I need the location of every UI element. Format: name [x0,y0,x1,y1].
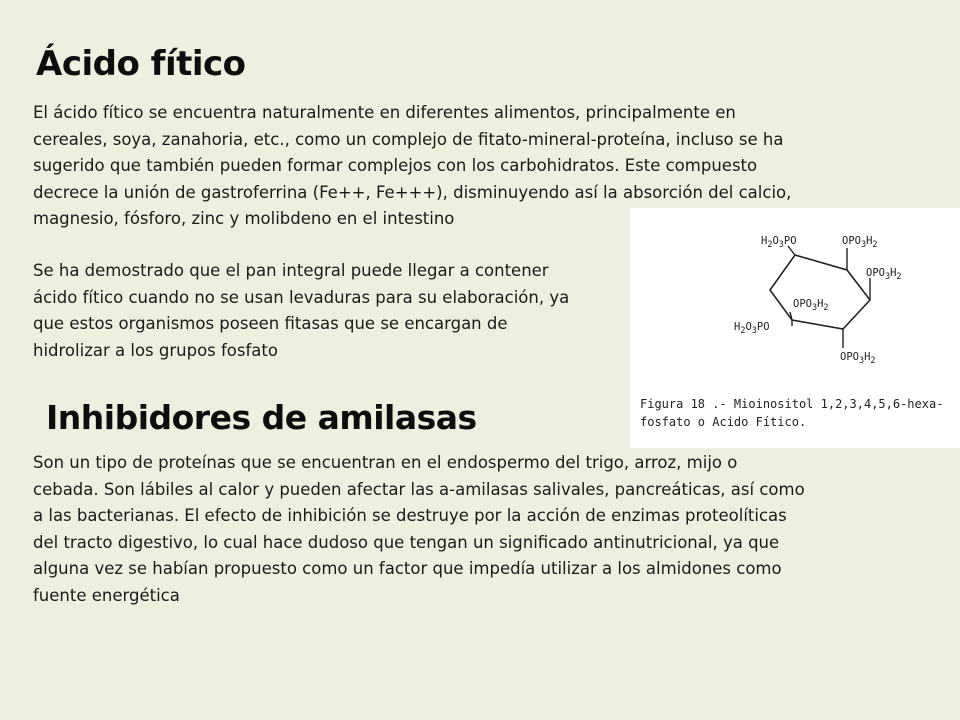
phosphate-group-top-left: $H_2O_3PO$ [761,235,797,250]
text-line: a las bacterianas. El efecto de inhibición se destruye por la acción de enzimas proteolíticas [33,506,787,525]
acido-fitico-paragraph-2 [33,258,658,364]
phosphate-group-center: $OPO_3H_2$ [793,298,829,313]
inositol-hexaphosphate-diagram [630,208,960,448]
text-line: hidrolizar a los grupos fosfato [33,340,278,360]
section-title-acido-fitico: Ácido fítico [36,44,246,84]
text-line: sugerido que también pueden formar complejos con los carbohidratos. Este compuesto [33,156,758,175]
phosphate-group-left: $H_2O_3PO$ [734,321,770,336]
text-line: Son un tipo de proteínas que se encuentran en el endospermo del trigo, arroz, mijo o [33,453,738,472]
text-line: fuente energética [33,585,180,605]
substituent-bonds [788,246,870,348]
inhibidores-paragraph [33,450,929,609]
text-line: Se ha demostrado que el pan integral puede llegar a contener [33,261,549,280]
text-line: del tracto digestivo, lo cual hace dudoso que tengan un significado antinutricional, ya que [33,532,780,552]
text-line: magnesio, fósforo, zinc y molibdeno en el intestino [33,209,455,228]
text-line: alguna vez se habían propuesto como un factor que impedía utilizar a los almidones como [33,559,782,578]
phosphate-group-right: $OPO_3H_2$ [866,267,902,282]
inositol-ring [770,255,870,329]
text-line: cebada. Son lábiles al calor y pueden afectar las a-amilasas salivales, pancreáticas, así como [33,479,805,499]
phytic-acid-structure-figure [630,208,960,448]
phosphate-group-top-right: $OPO_3H_2$ [842,235,878,250]
text-line: ácido fítico cuando no se usan levaduras para su elaboración, ya [33,287,570,307]
phosphate-group-bottom-right: $OPO_3H_2$ [840,351,876,366]
figure-caption-line-1: Figura 18 .- Mioinositol 1,2,3,4,5,6-hexa- [640,397,944,411]
figure-caption-line-2: fosfato o Acido Fítico. [640,415,807,429]
text-line: que estos organismos poseen fitasas que se encargan de [33,314,508,333]
text-line: decrece la unión de gastroferrina (Fe++, Fe+++), disminuyendo así la absorción del calcio, [33,182,792,202]
text-line: cereales, soya, zanahoria, etc., como un complejo de fitato-mineral-proteína, incluso se ha [33,129,784,149]
section-title-inhibidores-de-amilasas: Inhibidores de amilasas [46,398,477,437]
text-line: El ácido fítico se encuentra naturalmente en diferentes alimentos, principalmente en [33,103,736,122]
